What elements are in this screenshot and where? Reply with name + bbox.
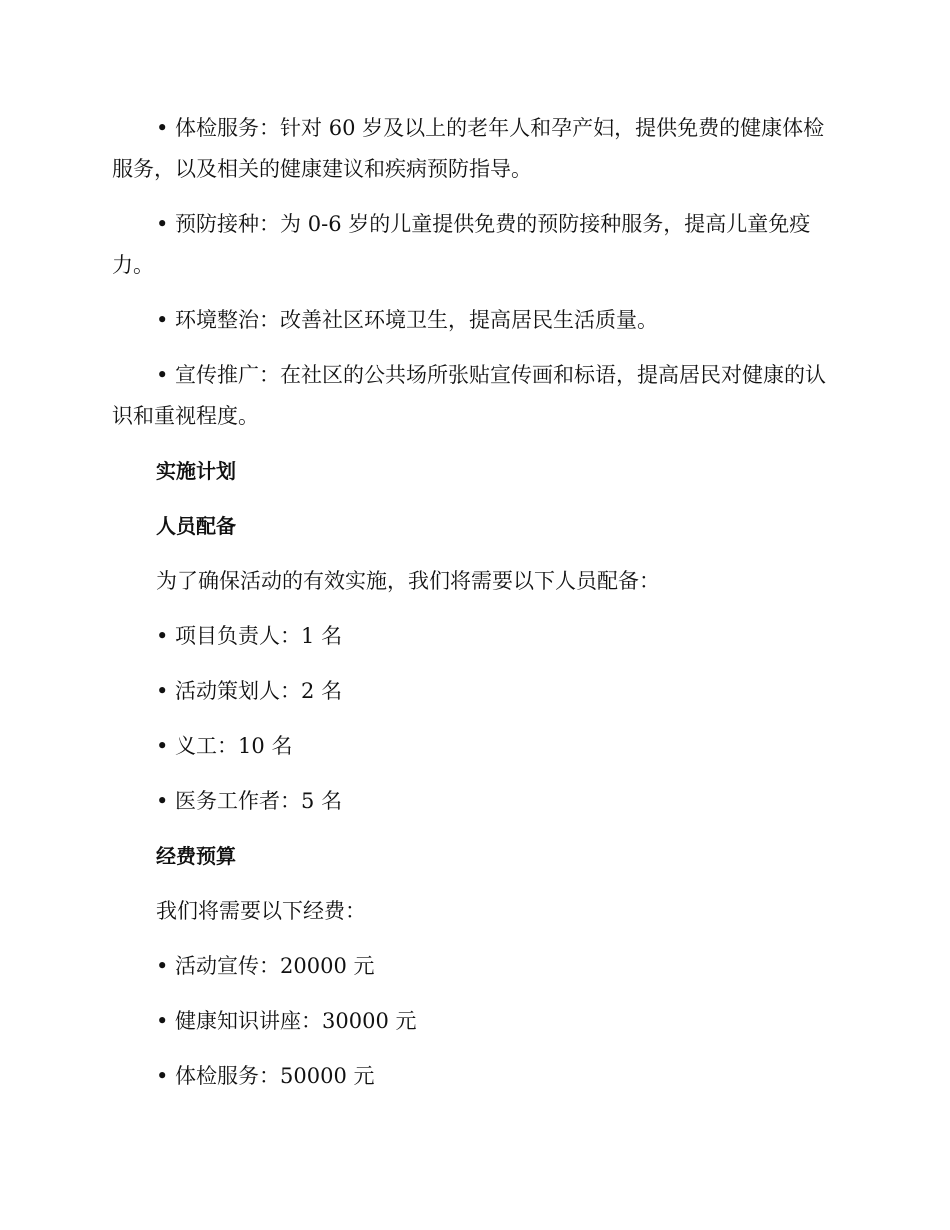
paragraph-vaccination: • 预防接种：为 0-6 岁的儿童提供免费的预防接种服务，提高儿童免疫力。 xyxy=(112,212,811,277)
section-title-implementation-plan: 实施计划 xyxy=(156,459,236,483)
paragraph-environment: • 环境整治：改善社区环境卫生，提高居民生活质量。 xyxy=(156,308,659,332)
staffing-item: • 义工：10 名 xyxy=(156,734,293,758)
budget-item: • 健康知识讲座：30000 元 xyxy=(156,1009,417,1033)
budget-item: • 体检服务：50000 元 xyxy=(156,1064,375,1088)
heading-staffing: 人员配备 xyxy=(156,514,236,538)
budget-intro: 我们将需要以下经费： xyxy=(156,899,366,923)
paragraph-promotion: • 宣传推广：在社区的公共场所张贴宣传画和标语，提高居民对健康的认识和重视程度。 xyxy=(112,363,827,428)
budget-item: • 活动宣传：20000 元 xyxy=(156,954,375,978)
staffing-item: • 医务工作者：5 名 xyxy=(156,789,343,813)
paragraph-health-check: • 体检服务：针对 60 岁及以上的老年人和孕产妇，提供免费的健康体检服务，以及相关的健康建议和疾病预防指导。 xyxy=(112,116,825,181)
staffing-item: • 活动策划人：2 名 xyxy=(156,679,343,703)
document-body xyxy=(112,108,828,1111)
staffing-intro: 为了确保活动的有效实施，我们将需要以下人员配备： xyxy=(156,569,660,593)
staffing-item: • 项目负责人：1 名 xyxy=(156,624,343,648)
heading-budget: 经费预算 xyxy=(156,844,236,868)
